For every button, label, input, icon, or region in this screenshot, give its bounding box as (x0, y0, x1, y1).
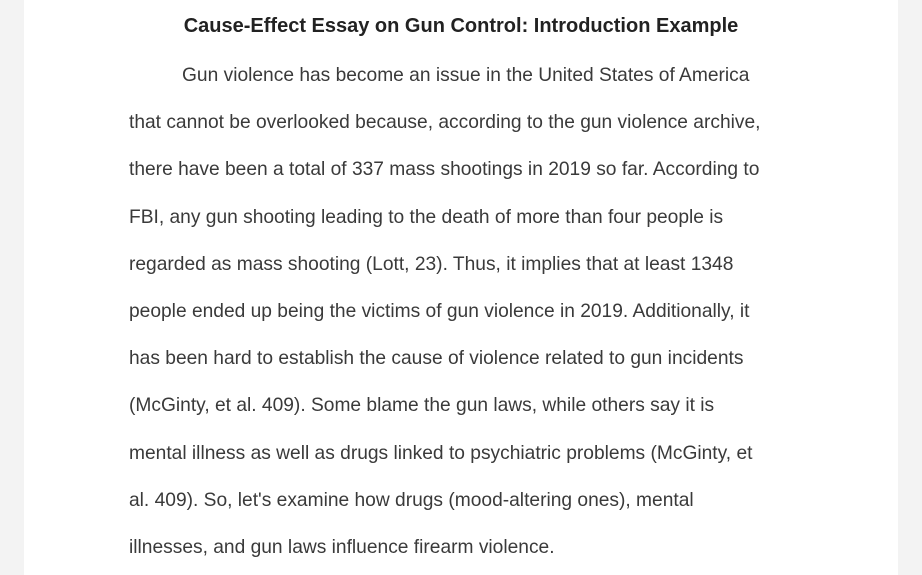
paragraph-line: FBI, any gun shooting leading to the death of more than four people is (129, 206, 724, 228)
paragraph-line: illnesses, and gun laws influence firearm violence. (129, 536, 555, 558)
essay-paragraph (129, 52, 799, 571)
essay-title: Cause-Effect Essay on Gun Control: Introduction Example (183, 15, 739, 37)
paragraph-line: there have been a total of 337 mass shootings in 2019 so far. According to (129, 159, 760, 181)
paragraph-line: people ended up being the victims of gun violence in 2019. Additionally, it (129, 300, 750, 322)
paragraph-line: Gun violence has become an issue in the United States of America (182, 65, 750, 86)
paragraph-line: (McGinty, et al. 409). Some blame the gun laws, while others say it is (129, 395, 715, 417)
document-page (24, 0, 898, 575)
paragraph-line: regarded as mass shooting (Lott, 23). Thus, it implies that at least 1348 (129, 253, 734, 275)
paragraph-line: mental illness as well as drugs linked to psychiatric problems (McGinty, et (129, 442, 753, 464)
paragraph-line: al. 409). So, let's examine how drugs (mood-altering ones), mental (129, 489, 694, 511)
paragraph-line: that cannot be overlooked because, according to the gun violence archive, (129, 112, 761, 134)
paragraph-line: has been hard to establish the cause of violence related to gun incidents (129, 348, 744, 370)
